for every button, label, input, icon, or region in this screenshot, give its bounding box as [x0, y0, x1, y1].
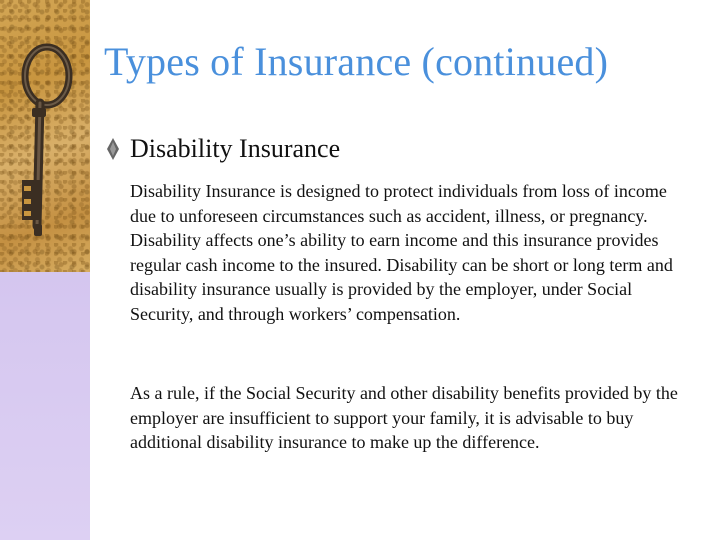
diamond-bullet-icon [106, 137, 120, 161]
bullet-item [106, 134, 340, 164]
bullet-label: Disability Insurance [130, 134, 341, 163]
old-key-image [0, 0, 90, 272]
slide-title: Types of Insurance (continued) [104, 39, 609, 84]
paragraph-description: Disability Insurance is designed to protect individuals from loss of income due to unforeseen circumstances such as accident, illness, or pregnancy. Disability affects one’s ability to earn income and this insurance provides regular cash income to the insured. Disability can be short or long term and disability insurance usually is provided by the employer, under Social Security, and through workers’ compensation. [130, 181, 673, 324]
paragraph-advice: As a rule, if the Social Security and other disability benefits provided by the employer are insufficient to support your family, it is advisable to buy additional disability insurance to make up the difference. [130, 383, 678, 452]
